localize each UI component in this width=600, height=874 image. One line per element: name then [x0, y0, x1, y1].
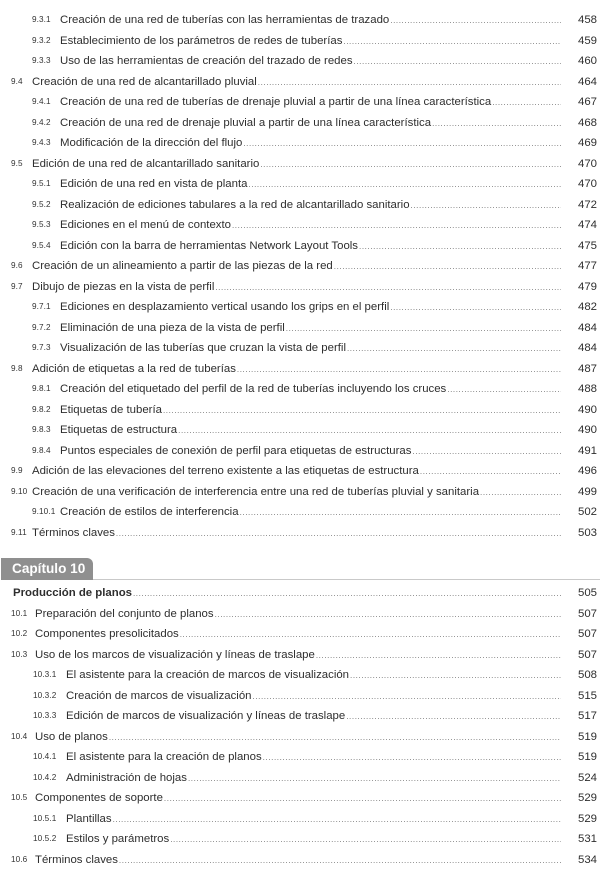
- dot-leader: [237, 360, 561, 381]
- toc-entry: [0, 51, 600, 72]
- dot-leader: [420, 462, 561, 483]
- toc-entry-page-number: 482: [577, 301, 597, 313]
- toc-entry: [0, 400, 600, 421]
- toc-entry-number: 10.3.3: [33, 711, 57, 720]
- toc-entry-title: Etiquetas de estructura: [60, 424, 178, 436]
- chapter-header: [0, 558, 600, 580]
- toc-entry-title: Modificación de la dirección del flujo: [60, 137, 243, 149]
- toc-entry-title-line: [32, 359, 562, 381]
- toc-entry-title: Eliminación de una pieza de la vista de perfil: [60, 321, 285, 334]
- toc-entry: [0, 583, 600, 604]
- toc-entry: [0, 686, 600, 707]
- toc-entry-page-number: 502: [577, 506, 597, 518]
- toc-entry-title-line: [60, 236, 562, 258]
- toc-entry-page-number: 470: [577, 157, 597, 170]
- toc-entry-title-line: [60, 318, 562, 340]
- toc-entry-page-number: 519: [577, 751, 597, 763]
- toc-entry-title-line: [32, 72, 562, 94]
- toc-entry: [0, 461, 600, 482]
- toc-entry-title: Etiquetas de tubería: [60, 403, 162, 416]
- toc-entry: [0, 523, 600, 544]
- dot-leader: [286, 319, 561, 340]
- toc-entry-title: Uso de planos: [35, 730, 108, 743]
- toc-entry-title-line: [60, 10, 562, 32]
- toc-entry-title: Realización de ediciones tabulares a la red de alcantarillado sanitario: [60, 198, 410, 211]
- toc-entry-title: Estilos y parámetros: [66, 833, 170, 845]
- toc-entry-number: 10.3.1: [33, 670, 57, 679]
- toc-entry-title: Edición de marcos de visualización y líneas de traslape: [66, 710, 346, 722]
- toc-entry: [0, 195, 600, 216]
- toc-entry-page-number: 474: [577, 219, 597, 231]
- dot-leader: [119, 851, 561, 872]
- toc-entry-number: 9.5.3: [32, 220, 51, 229]
- toc-entry-title-line: [66, 665, 562, 687]
- toc-entry: [0, 236, 600, 257]
- toc-entry-title: Uso de los marcos de visualización y líneas de traslape: [35, 648, 315, 661]
- toc-entry-number: 10.5.2: [33, 834, 57, 843]
- dot-leader: [260, 155, 561, 176]
- toc-entry: [0, 92, 600, 113]
- toc-entry-number: 10.4: [11, 731, 28, 741]
- toc-chapter-10: [0, 583, 600, 870]
- toc-entry-title-line: [60, 297, 562, 319]
- dot-leader: [180, 625, 561, 646]
- toc-entry-page-number: 475: [577, 239, 597, 252]
- toc-chapter-9-continued: [0, 10, 600, 543]
- toc-entry-title: Creación de una verificación de interferencia entre una red de tuberías pluvial y sanitaria: [32, 485, 480, 498]
- toc-entry-title-line: [66, 706, 562, 728]
- toc-entry: [0, 850, 600, 871]
- toc-entry: [0, 154, 600, 175]
- dot-leader: [258, 73, 561, 94]
- toc-entry-page-number: 460: [577, 55, 597, 67]
- toc-entry-title: Creación del etiquetado del perfil de la red de tuberías incluyendo los cruces: [60, 383, 447, 395]
- toc-entry: [0, 338, 600, 359]
- toc-entry-number: 10.1: [11, 608, 28, 618]
- toc-entry: [0, 318, 600, 339]
- toc-entry: [0, 31, 600, 52]
- toc-entry-page-number: 490: [577, 424, 597, 436]
- toc-entry-number: 10.4.2: [33, 772, 57, 782]
- toc-entry: [0, 297, 600, 318]
- toc-entry-title: Términos claves: [32, 526, 115, 539]
- dot-leader: [263, 748, 561, 769]
- toc-entry-title-line: [35, 645, 562, 667]
- dot-leader: [133, 584, 561, 605]
- toc-entry-title-line: [66, 768, 562, 790]
- toc-entry-page-number: 479: [577, 280, 597, 293]
- toc-entry-page-number: 490: [577, 403, 597, 416]
- toc-entry-page-number: 515: [577, 689, 597, 702]
- toc-entry-page-number: 469: [577, 137, 597, 149]
- toc-entry-page-number: 524: [577, 771, 597, 784]
- toc-entry-number: 10.3.2: [33, 690, 57, 700]
- toc-entry-number: 9.8.4: [32, 445, 51, 455]
- toc-entry-title-line: [35, 624, 562, 646]
- toc-entry-title-line: [35, 604, 562, 626]
- toc-entry-title-line: [60, 174, 562, 196]
- dot-leader: [170, 830, 561, 851]
- toc-entry-number: 9.9: [11, 466, 23, 475]
- toc-entry-page-number: 534: [577, 853, 597, 866]
- toc-entry-number: 9.3.3: [32, 56, 51, 65]
- dot-leader: [390, 11, 561, 32]
- toc-entry: [0, 624, 600, 645]
- toc-entry-title: El asistente para la creación de planos: [66, 751, 262, 763]
- dot-leader: [480, 483, 561, 504]
- toc-entry-title: El asistente para la creación de marcos de visualización: [66, 669, 350, 681]
- toc-entry-title: Edición con la barra de herramientas Network Layout Tools: [60, 239, 359, 252]
- toc-entry-title-line: [35, 788, 562, 810]
- toc-entry: [0, 809, 600, 830]
- toc-entry-title-line: [32, 277, 562, 299]
- toc-entry-number: 9.5.2: [32, 199, 51, 209]
- toc-entry-number: 9.5.4: [32, 240, 51, 250]
- toc-entry-title: Visualización de las tuberías que cruzan la vista de perfil: [60, 342, 346, 354]
- toc-entry-title: Ediciones en el menú de contexto: [60, 219, 231, 231]
- toc-entry-number: 9.5: [11, 158, 23, 168]
- toc-entry-number: 10.4.1: [33, 752, 57, 761]
- toc-entry-title: Producción de planos: [13, 587, 132, 599]
- toc-entry-page-number: 507: [577, 607, 597, 620]
- toc-entry-title-line: [32, 461, 562, 483]
- toc-entry-number: 9.7.2: [32, 322, 51, 332]
- toc-entry-title: Ediciones en desplazamiento vertical usando los grips en el perfil: [60, 301, 390, 313]
- toc-entry-title-line: [66, 809, 562, 831]
- toc-entry-number: 9.4.3: [32, 138, 51, 147]
- toc-entry: [0, 133, 600, 154]
- toc-entry-page-number: 488: [577, 383, 597, 395]
- toc-entry-title-line: [60, 379, 562, 401]
- toc-entry-page-number: 508: [577, 669, 597, 681]
- toc-entry-title-line: [60, 51, 562, 73]
- toc-entry-number: 9.5.1: [32, 179, 51, 188]
- toc-entry-title: Creación de una red de tuberías de drenaje pluvial a partir de una línea característica: [60, 96, 492, 108]
- dot-leader: [116, 524, 561, 545]
- toc-entry: [0, 706, 600, 727]
- toc-entry-page-number: 464: [577, 75, 597, 88]
- toc-entry-number: 9.7.1: [32, 302, 51, 311]
- toc-entry-title: Creación de una red de tuberías con las herramientas de trazado: [60, 14, 390, 26]
- toc-entry-title: Plantillas: [66, 812, 112, 825]
- toc-entry-title-line: [60, 215, 562, 237]
- toc-entry-page-number: 505: [577, 587, 597, 599]
- dot-leader: [359, 237, 561, 258]
- toc-entry-title: Adición de etiquetas a la red de tuberías: [32, 362, 236, 375]
- toc-entry-page-number: 487: [577, 362, 597, 375]
- toc-entry: [0, 645, 600, 666]
- toc-entry-number: 9.11: [11, 527, 27, 537]
- toc-entry: [0, 441, 600, 462]
- toc-entry-title: Puntos especiales de conexión de perfil para etiquetas de estructuras: [60, 444, 412, 457]
- toc-entry-title: Adición de las elevaciones del terreno existente a las etiquetas de estructura: [32, 465, 419, 477]
- dot-leader: [109, 728, 561, 749]
- dot-leader: [432, 114, 561, 135]
- toc-entry-number: 9.8: [11, 363, 23, 373]
- toc-entry-title-line: [60, 195, 562, 217]
- toc-entry-title: Creación de estilos de interferencia: [60, 506, 239, 518]
- dot-leader: [346, 707, 561, 728]
- toc-entry: [0, 215, 600, 236]
- dot-leader: [316, 646, 561, 667]
- dot-leader: [253, 687, 561, 708]
- toc-entry: [0, 379, 600, 400]
- toc-entry-title-line: [60, 92, 562, 114]
- dot-leader: [164, 789, 561, 810]
- dot-leader: [390, 298, 561, 319]
- toc-entry-title-line: [32, 154, 562, 176]
- dot-leader: [232, 216, 561, 237]
- toc-entry-title-line: [60, 113, 562, 135]
- toc-entry: [0, 256, 600, 277]
- toc-entry-title-line: [60, 133, 562, 155]
- toc-entry-number: 9.10: [11, 486, 28, 496]
- toc-entry-title: Edición de una red de alcantarillado sanitario: [32, 157, 260, 170]
- toc-entry-page-number: 529: [577, 792, 597, 804]
- dot-leader: [354, 52, 561, 73]
- toc-entry-page-number: 517: [577, 710, 597, 722]
- toc-entry: [0, 482, 600, 503]
- toc-entry-page-number: 459: [577, 34, 597, 47]
- toc-entry: [0, 727, 600, 748]
- toc-entry-page-number: 519: [577, 730, 597, 743]
- toc-entry-title-line: [35, 850, 562, 872]
- toc-entry-number: 9.7.3: [32, 343, 51, 352]
- dot-leader: [188, 769, 561, 790]
- toc-entry-page-number: 477: [577, 260, 597, 272]
- toc-entry-title-line: [32, 482, 562, 504]
- toc-entry-title: Edición de una red en vista de planta: [60, 178, 248, 190]
- toc-entry: [0, 747, 600, 768]
- toc-entry-number: 9.8.2: [32, 404, 51, 414]
- toc-entry-title: Términos claves: [35, 853, 118, 866]
- toc-entry-title-line: [66, 829, 562, 851]
- toc-entry-number: 10.2: [11, 629, 28, 638]
- toc-entry-title-line: [66, 747, 562, 769]
- dot-leader: [248, 175, 561, 196]
- toc-entry: [0, 113, 600, 134]
- toc-entry-page-number: 458: [577, 14, 597, 26]
- dot-leader: [178, 421, 561, 442]
- toc-entry-number: 9.4.1: [32, 97, 51, 106]
- toc-entry-title: Creación de marcos de visualización: [66, 689, 252, 702]
- toc-entry-title-line: [13, 583, 562, 605]
- toc-entry-page-number: 467: [577, 96, 597, 108]
- toc-entry: [0, 277, 600, 298]
- toc-entry-page-number: 507: [577, 648, 597, 661]
- toc-entry: [0, 665, 600, 686]
- toc-entry: [0, 829, 600, 850]
- dot-leader: [240, 503, 561, 524]
- toc-entry: [0, 420, 600, 441]
- toc-entry: [0, 768, 600, 789]
- toc-entry: [0, 10, 600, 31]
- toc-entry-page-number: 484: [577, 342, 597, 354]
- toc-entry: [0, 502, 600, 523]
- toc-entry: [0, 788, 600, 809]
- toc-entry-page-number: 470: [577, 178, 597, 190]
- toc-entry-title: Componentes de soporte: [35, 792, 163, 804]
- toc-entry-page-number: 531: [577, 833, 597, 845]
- toc-entry-title-line: [60, 338, 562, 360]
- toc-entry: [0, 604, 600, 625]
- dot-leader: [492, 93, 561, 114]
- toc-entry-page-number: 503: [577, 526, 597, 539]
- toc-entry-number: 10.6: [11, 854, 28, 864]
- toc-entry-title-line: [66, 686, 562, 708]
- toc-entry-page-number: 491: [577, 444, 597, 457]
- toc-entry-title: Creación de una red de drenaje pluvial a partir de una línea característica: [60, 116, 432, 129]
- dot-leader: [347, 339, 561, 360]
- toc-entry-title-line: [32, 256, 562, 278]
- toc-entry-title: Componentes presolicitados: [35, 628, 179, 640]
- chapter-divider: [93, 579, 600, 580]
- toc-entry-page-number: 472: [577, 198, 597, 211]
- toc-entry-number: 9.8.1: [32, 384, 51, 393]
- toc-entry-page-number: 499: [577, 485, 597, 498]
- toc-entry-number: 9.3.1: [32, 15, 51, 24]
- dot-leader: [163, 401, 561, 422]
- toc-entry-title: Creación de una red de alcantarillado pluvial: [32, 75, 257, 88]
- toc-entry-number: 10.5: [11, 793, 28, 802]
- dot-leader: [343, 32, 561, 53]
- toc-entry-number: 9.4.2: [32, 117, 51, 127]
- toc-entry-number: 10.5.1: [33, 813, 57, 823]
- toc-entry-title: Establecimiento de los parámetros de redes de tuberías: [60, 34, 343, 47]
- toc-entry-number: 10.3: [11, 649, 28, 659]
- dot-leader: [113, 810, 561, 831]
- toc-entry-page-number: 529: [577, 812, 597, 825]
- toc-entry-title: Administración de hojas: [66, 771, 187, 784]
- toc-entry-title: Creación de un alineamiento a partir de las piezas de la red: [32, 260, 333, 272]
- toc-entry-number: 9.8.3: [32, 425, 51, 434]
- toc-entry-page-number: 496: [577, 465, 597, 477]
- toc-entry-title-line: [32, 523, 562, 545]
- toc-entry-title-line: [60, 420, 562, 442]
- dot-leader: [447, 380, 561, 401]
- toc-entry-title: Dibujo de piezas en la vista de perfil: [32, 280, 215, 293]
- dot-leader: [412, 442, 561, 463]
- toc-entry-title: Uso de las herramientas de creación del trazado de redes: [60, 55, 353, 67]
- toc-entry-page-number: 468: [577, 116, 597, 129]
- toc-entry-number: 9.6: [11, 261, 23, 270]
- toc-entry-page-number: 484: [577, 321, 597, 334]
- toc-entry-title-line: [60, 502, 562, 524]
- dot-leader: [215, 605, 561, 626]
- dot-leader: [411, 196, 561, 217]
- toc-entry-page-number: 507: [577, 628, 597, 640]
- toc-entry-title-line: [60, 31, 562, 53]
- toc-entry-title: Preparación del conjunto de planos: [35, 607, 214, 620]
- dot-leader: [334, 257, 561, 278]
- toc-entry-title-line: [60, 400, 562, 422]
- toc-entry: [0, 72, 600, 93]
- toc-entry-number: 9.4: [11, 76, 23, 86]
- dot-leader: [243, 134, 561, 155]
- toc-entry-number: 9.3.2: [32, 35, 51, 45]
- dot-leader: [350, 666, 561, 687]
- toc-entry-title-line: [35, 727, 562, 749]
- dot-leader: [215, 278, 561, 299]
- toc-entry-number: 9.7: [11, 281, 23, 291]
- toc-entry-title-line: [60, 441, 562, 463]
- toc-entry: [0, 359, 600, 380]
- toc-entry-number: 9.10.1: [32, 507, 56, 516]
- chapter-label: Capítulo 10: [1, 558, 93, 580]
- toc-entry: [0, 174, 600, 195]
